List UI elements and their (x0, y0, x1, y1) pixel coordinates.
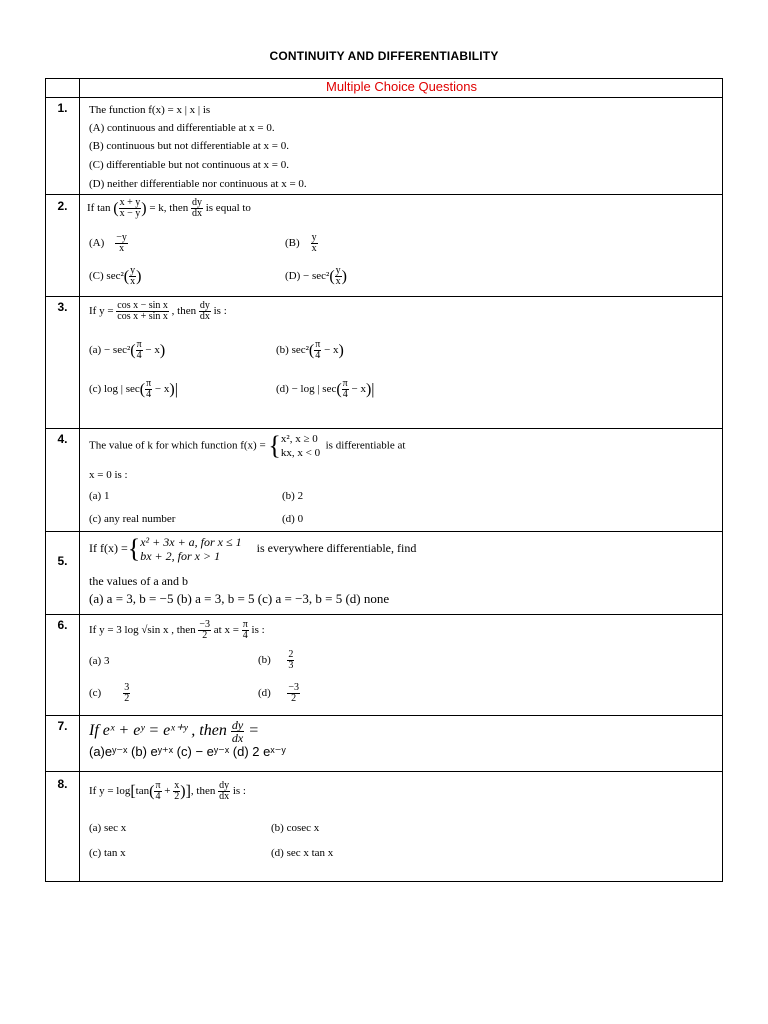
numerator: y (335, 265, 341, 276)
question-8-option-c: (c) tan x (89, 847, 126, 859)
brace: { (127, 534, 141, 563)
question-8-option-b: (b) cosec x (271, 822, 320, 834)
derivative (199, 301, 211, 322)
fraction (116, 301, 169, 322)
question-3-option-d (276, 379, 374, 400)
term: + (164, 785, 171, 798)
table-column-divider (79, 78, 80, 882)
stem-text: If f(x) = (89, 540, 128, 555)
question-2-option-b (285, 233, 318, 254)
question-6-option-c (89, 683, 130, 704)
row-divider (45, 194, 723, 195)
fraction (287, 650, 294, 671)
derivative (231, 719, 244, 744)
question-3-option-a (89, 340, 165, 361)
option-label: (C) sec² (89, 270, 124, 283)
stem-text: at x = (213, 624, 239, 637)
section-title: Multiple Choice Questions (325, 79, 478, 94)
fraction (136, 340, 143, 361)
paren: ) (169, 381, 175, 398)
stem-text: is : (251, 624, 265, 637)
stem-text: = k, then (149, 202, 189, 215)
numerator: π (242, 619, 248, 630)
numerator: 3 (124, 682, 130, 693)
question-8-stem (89, 781, 246, 802)
option-label: (D) − sec² (285, 270, 330, 283)
row-divider (45, 715, 723, 716)
numerator: y (130, 265, 136, 276)
paren: ( (123, 268, 130, 285)
term: − x (145, 344, 160, 357)
option-label: (b) (258, 654, 271, 667)
question-2-stem (87, 198, 251, 219)
question-1-option-d: (D) neither differentiable nor continuous at x = 0. (89, 178, 307, 190)
fraction (342, 379, 349, 400)
question-2-option-c (89, 266, 141, 287)
stem-text: If y = log (89, 785, 131, 798)
option-label: (A) (89, 237, 105, 250)
numerator: π (136, 339, 142, 350)
question-number: 4. (57, 432, 68, 446)
term: − x (324, 344, 339, 357)
stem-text: is : (232, 785, 246, 798)
abs-bar: | (371, 381, 375, 398)
denominator: dx (219, 791, 230, 802)
stem-text: If y = 3 log √sin x , then (89, 624, 196, 637)
question-1-stem: The function f(x) = x | x | is (89, 104, 211, 116)
denominator: 2 (202, 630, 208, 641)
paren: ( (329, 268, 335, 285)
paren: ) (159, 342, 166, 359)
row-divider (45, 296, 723, 297)
paren: ) (341, 268, 347, 285)
question-number: 8. (57, 777, 68, 791)
numerator: π (146, 378, 152, 389)
paren: ( (149, 783, 155, 800)
paren: ) (180, 783, 186, 800)
fraction (311, 233, 318, 254)
paren: ( (308, 342, 315, 359)
question-5-stem (89, 535, 416, 563)
denominator: 4 (136, 350, 142, 361)
stem-text: is everywhere differentiable, find (256, 540, 417, 555)
question-2-option-d (285, 266, 347, 287)
row-divider (45, 771, 723, 772)
option-label: (d) (258, 687, 271, 700)
denominator: 4 (315, 350, 321, 361)
option-label: (B) (285, 237, 300, 250)
question-1-option-c: (C) differentiable but not continuous at x = 0. (89, 159, 289, 171)
table-border-bottom (45, 881, 723, 882)
question-4-option-d: (d) 0 (282, 513, 304, 525)
question-7-stem (89, 719, 259, 744)
question-4-option-b: (b) 2 (282, 490, 304, 502)
denominator: x (130, 276, 136, 287)
paren: ( (113, 200, 119, 217)
question-6-option-b (258, 650, 294, 671)
denominator: dx (231, 731, 244, 745)
question-number: 3. (57, 300, 68, 314)
denominator: 4 (342, 389, 348, 400)
numerator: dy (231, 718, 244, 732)
option-label: (b) sec² (276, 344, 309, 357)
denominator: x (311, 243, 317, 254)
fraction (242, 620, 249, 641)
stem-text: If y = (89, 305, 114, 318)
denominator: x (335, 276, 341, 287)
question-4-option-c: (c) any real number (89, 513, 176, 525)
denominator: 4 (155, 791, 161, 802)
row-divider (45, 428, 723, 429)
term: − x (154, 383, 170, 396)
derivative (198, 620, 211, 641)
fraction (119, 198, 142, 219)
fraction (287, 683, 300, 704)
question-5-options: (a) a = 3, b = −5 (b) a = 3, b = 5 (c) a = −3, b = 5 (d) none (89, 591, 390, 606)
numerator: cos x − sin x (117, 300, 168, 311)
paren: ) (365, 381, 372, 398)
numerator: 2 (288, 649, 294, 660)
numerator: dy (219, 780, 230, 791)
table-border-right (722, 78, 723, 882)
case: bx + 2, for x > 1 (140, 549, 221, 563)
fraction (154, 781, 161, 802)
denominator: 2 (174, 791, 180, 802)
denominator: 2 (124, 693, 130, 704)
question-number: 7. (57, 719, 68, 733)
option-label: (c) (89, 687, 102, 700)
derivative (218, 781, 230, 802)
stem-text: is : (213, 305, 227, 318)
question-6-option-d (258, 683, 300, 704)
denominator: dx (199, 311, 210, 322)
question-3-option-b (276, 340, 344, 361)
question-4-stem-line-2: x = 0 is : (89, 469, 128, 481)
stem-text: The value of k for which function f(x) = (89, 439, 266, 452)
question-number: 2. (57, 199, 68, 213)
question-3-stem (89, 301, 227, 322)
paren: ) (141, 200, 147, 217)
numerator: dy (191, 197, 202, 208)
stem-text: If eˣ + eʸ = eˣ⁺ʸ , then (89, 722, 227, 740)
stem-text: If tan (87, 202, 111, 215)
paren: ( (336, 381, 342, 398)
paren: ) (338, 342, 344, 359)
numerator: π (155, 780, 161, 791)
denominator: 2 (291, 693, 297, 704)
row-divider (45, 97, 723, 98)
denominator: x − y (119, 208, 141, 219)
numerator: dy (199, 300, 210, 311)
numerator: π (342, 378, 348, 389)
denominator: cos x + sin x (117, 311, 168, 322)
question-number: 6. (57, 618, 68, 632)
question-6-stem (89, 620, 265, 641)
denominator: 4 (146, 389, 152, 400)
abs-bar: | (174, 381, 178, 398)
question-8-option-a: (a) sec x (89, 822, 127, 834)
stem-text: , then (190, 785, 216, 798)
bracket: ] (185, 783, 191, 800)
stem-text: , then (171, 305, 197, 318)
fraction (123, 683, 130, 704)
numerator: −3 (199, 619, 211, 630)
question-8-option-d: (d) sec x tan x (271, 847, 334, 859)
case: x², x ≥ 0 (280, 433, 318, 445)
question-number: 1. (57, 101, 68, 115)
case: x² + 3x + a, for x ≤ 1 (140, 535, 242, 549)
denominator: x (119, 243, 125, 254)
paren: ( (139, 381, 146, 398)
term: tan (135, 785, 150, 798)
question-3-option-c (89, 379, 178, 400)
numerator: −y (116, 232, 127, 243)
fraction (335, 266, 342, 287)
stem-text: = (248, 722, 259, 740)
question-7-options: (a)eʸ⁻ˣ (b) eʸ⁺ˣ (c) − eʸ⁻ˣ (d) 2 eˣ⁻ʸ (89, 744, 286, 759)
term: − x (351, 383, 366, 396)
page-title: CONTINUITY AND DIFFERENTIABILITY (269, 49, 499, 63)
question-4-stem (89, 432, 405, 460)
numerator: π (315, 339, 321, 350)
question-number: 5. (57, 554, 68, 568)
bracket: [ (130, 783, 136, 800)
option-label: (a) − sec² (89, 344, 131, 357)
denominator: 4 (242, 630, 248, 641)
question-1-option-b: (B) continuous but not differentiable at x = 0. (89, 140, 289, 152)
question-2-option-a (89, 233, 128, 254)
question-5-stem-line-2: the values of a and b (89, 574, 188, 588)
case: kx, x < 0 (280, 447, 321, 459)
denominator: 3 (288, 660, 294, 671)
fraction (314, 340, 321, 361)
stem-text: is equal to (205, 202, 251, 215)
question-6-option-a: (a) 3 (89, 655, 110, 667)
numerator: x + y (119, 197, 141, 208)
piecewise-cases (281, 432, 320, 460)
question-4-option-a: (a) 1 (89, 490, 110, 502)
row-divider (45, 531, 723, 532)
brace: { (268, 431, 281, 460)
numerator: x (174, 780, 180, 791)
paren: ) (136, 268, 142, 285)
stem-text: is differentiable at (325, 439, 406, 452)
fraction (145, 379, 152, 400)
numerator: y (311, 232, 317, 243)
question-1-option-a: (A) continuous and differentiable at x = 0. (89, 122, 275, 134)
row-divider (45, 614, 723, 615)
option-label: (c) log | sec (89, 383, 140, 396)
option-label: (d) − log | sec (276, 383, 337, 396)
denominator: dx (191, 208, 202, 219)
fraction (115, 233, 128, 254)
derivative (191, 198, 203, 219)
numerator: −3 (288, 682, 299, 693)
piecewise-cases (140, 535, 241, 563)
paren: ( (130, 342, 136, 359)
